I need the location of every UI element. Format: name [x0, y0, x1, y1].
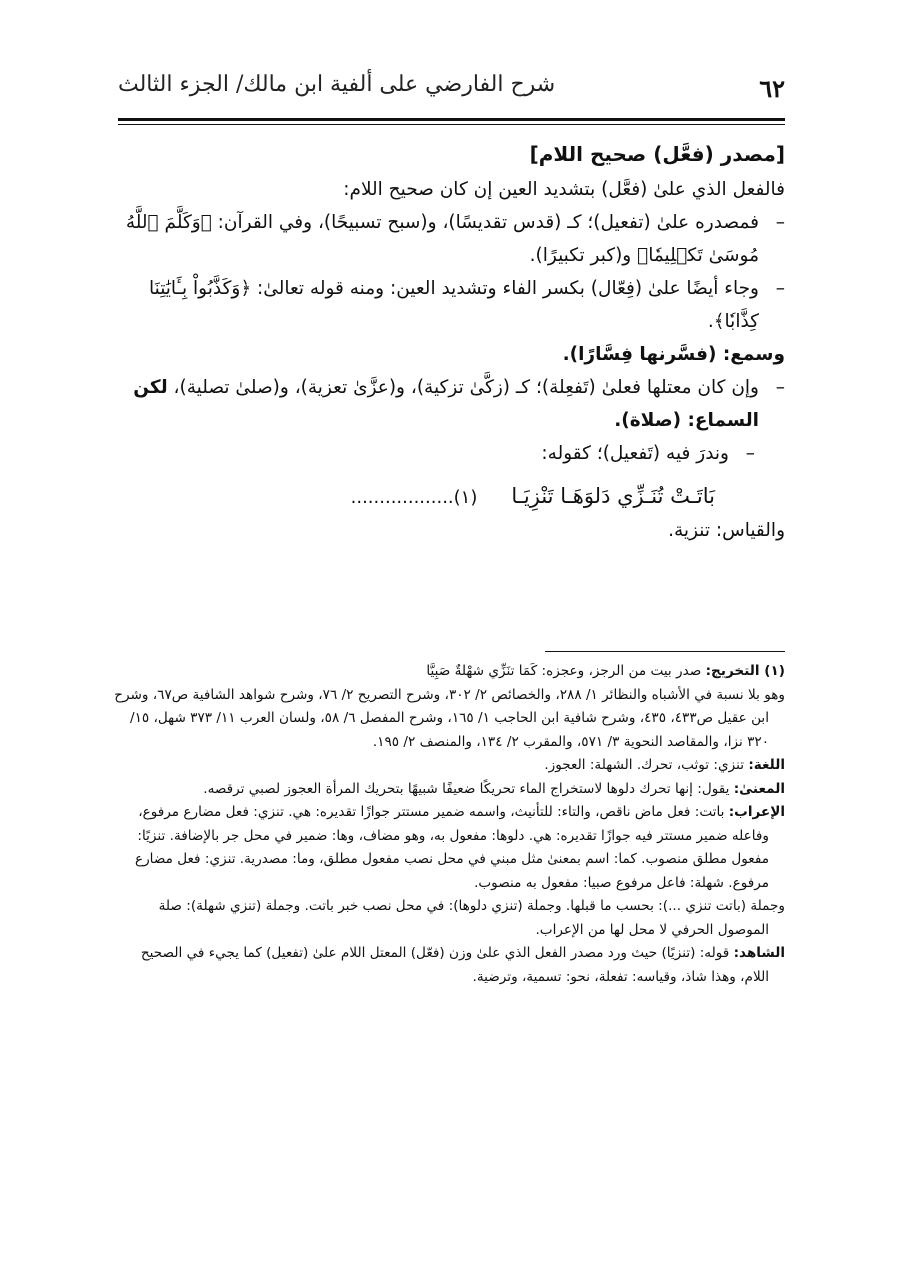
footnote-takhrij	[112, 660, 785, 684]
footnotes	[112, 660, 785, 989]
footnote-lugha	[112, 754, 785, 778]
page-number: ٦٢	[759, 74, 785, 103]
footnote-text: قوله: (تنزيًا) حيث ورد مصدر الفعل الذي علىٰ وزن (فعّل) المعتل اللام علىٰ (تفعيل) كما يجيء في الصحيح اللام، وهذا شاذ، وقياسه: تفعلة، نحو: تسمية، وترضية.	[140, 945, 769, 985]
footnote-separator	[545, 651, 785, 652]
section-heading: [مصدر (فعَّل) صحيح اللام]	[529, 142, 785, 166]
footnote-jumla: وجملة (باتت تنزي ...): بحسب ما قبلها. وجملة (تنزي دلوها): في محل نصب خبر باتت. وجملة (تنزي شهلة): صلة الموصول الحرفي لا محل لها من الإعراب.	[158, 898, 785, 938]
verse-second-hemistich: ..................(١)	[350, 487, 478, 508]
poetry-verse	[112, 480, 785, 514]
header-rule-thick	[118, 118, 785, 121]
bullet-text: وإن كان معتلها فعلىٰ (تَفعِلة)؛ كـ (زكَّىٰ تزكية)، و(عزَّىٰ تعزية)، و(صلىٰ تصلية)،	[167, 377, 759, 398]
bullet-text: وجاء أيضًا علىٰ (فِعّال) بكسر الفاء وتشديد العين: ومنه قوله تعالىٰ: ﴿وَكَذَّبُواْ بِـَٔايَٰتِنَا كِذَّابٗا﴾.	[148, 278, 759, 332]
bullet-fiaal	[112, 272, 785, 338]
dash-marker: –	[775, 377, 785, 398]
bullet-mutal	[112, 371, 785, 437]
running-header	[118, 70, 785, 114]
dash-marker: –	[745, 443, 755, 464]
footnote-text: تنزي: توثب، تحرك. الشهلة: العجوز.	[544, 757, 749, 773]
header-title: شرح الفارضي على ألفية ابن مالك/ الجزء الثالث	[118, 72, 556, 97]
footnote-irab	[112, 801, 785, 895]
footnote-label: الإعراب:	[728, 804, 785, 820]
heard-line: وسمع: (فسَّرنها فِسَّارًا).	[562, 344, 785, 365]
footnote-label: اللغة:	[748, 757, 785, 773]
footnote-text: يقول: إنها تحرك دلوها لاستخراج الماء تحريكًا ضعيفًا شبيهًا بتحريك المرأة العجوز لصبي ترقصه.	[203, 780, 734, 797]
footnote-shahid	[112, 942, 785, 989]
verse-first-hemistich: بَاتَـتْ تُنَـزِّي دَلوَهَـا تَنْزِيَـا	[511, 484, 715, 508]
dash-marker: –	[775, 212, 785, 233]
analogy-line: والقياس: تنزية.	[668, 520, 785, 541]
main-text	[112, 138, 785, 547]
dash-marker: –	[775, 278, 785, 299]
footnote-label: الشاهد:	[733, 945, 785, 961]
footnote-references: وهو بلا نسبة في الأشباه والنظائر ١/ ٢٨٨، والخصائص ٢/ ٣٠٢، وشرح التصريح ٢/ ٧٦، وشرح شواهد الشافية ص٦٧، وشرح ابن عقيل ص٤٣٣، ٤٣٥، وشرح شافية ابن الحاجب ١/ ١٦٥، وشرح المفصل ٦/ ٥٨، ولسان العرب ١١/ ٣٧٣ شهل، ١٥/ ٣٢٠ نزا، والمقاصد النحوية ٣/ ٥٧١، والمقرب ٢/ ١٣٤، والمنصف ٢/ ١٩٥.	[114, 686, 785, 750]
footnote-label: المعنىٰ:	[733, 780, 785, 797]
footnote-mana	[112, 778, 785, 802]
intro-paragraph: فالفعل الذي علىٰ (فعَّل) بتشديد العين إن كان صحيح اللام:	[343, 179, 785, 200]
bullet-nadara	[112, 437, 785, 470]
bullet-text-bold: لكن السماع: (صلاة).	[133, 377, 759, 431]
bullet-text: فمصدره علىٰ (تفعيل)؛ كـ (قدس تقديسًا)، و(سبح تسبيحًا)، وفي القرآن: ﴿وَكَلَّمَ ٱللَّهُ مُوسَىٰ تَكۡلِيمٗا﴾ و(كبر تكبيرًا).	[125, 212, 759, 266]
footnote-text: صدر بيت من الرجز، وعجزه: كَمَا تنَزِّي شهْلةٌ صَبِيَّا	[426, 663, 706, 679]
footnote-text: باتت: فعل ماض ناقص، والتاء: للتأنيث، واسمه ضمير مستتر جوازًا تقديره: هي. تنزي: فعل مضارع مرفوع، وفاعله ضمير مستتر فيه جوازًا تقديره: هي. دلوها: مفعول به، وهو مضاف، وها: ضمير في محل جر بالإضافة. تنزيًا: مفعول مطلق منصوب. كما: اسم بمعنىٰ مثل مبني في محل نصب مفعول مطلق، وما: مصدرية. تنزي: فعل مضارع مرفوع. شهلة: فاعل مرفوع صبيا: مفعول به منصوب.	[135, 804, 769, 891]
footnote-label: (١) التخريج:	[705, 663, 785, 679]
bullet-tafil	[112, 206, 785, 272]
bullet-text: وندرَ فيه (تَفعيل)؛ كقوله:	[541, 443, 729, 464]
header-rule-thin	[118, 124, 785, 125]
